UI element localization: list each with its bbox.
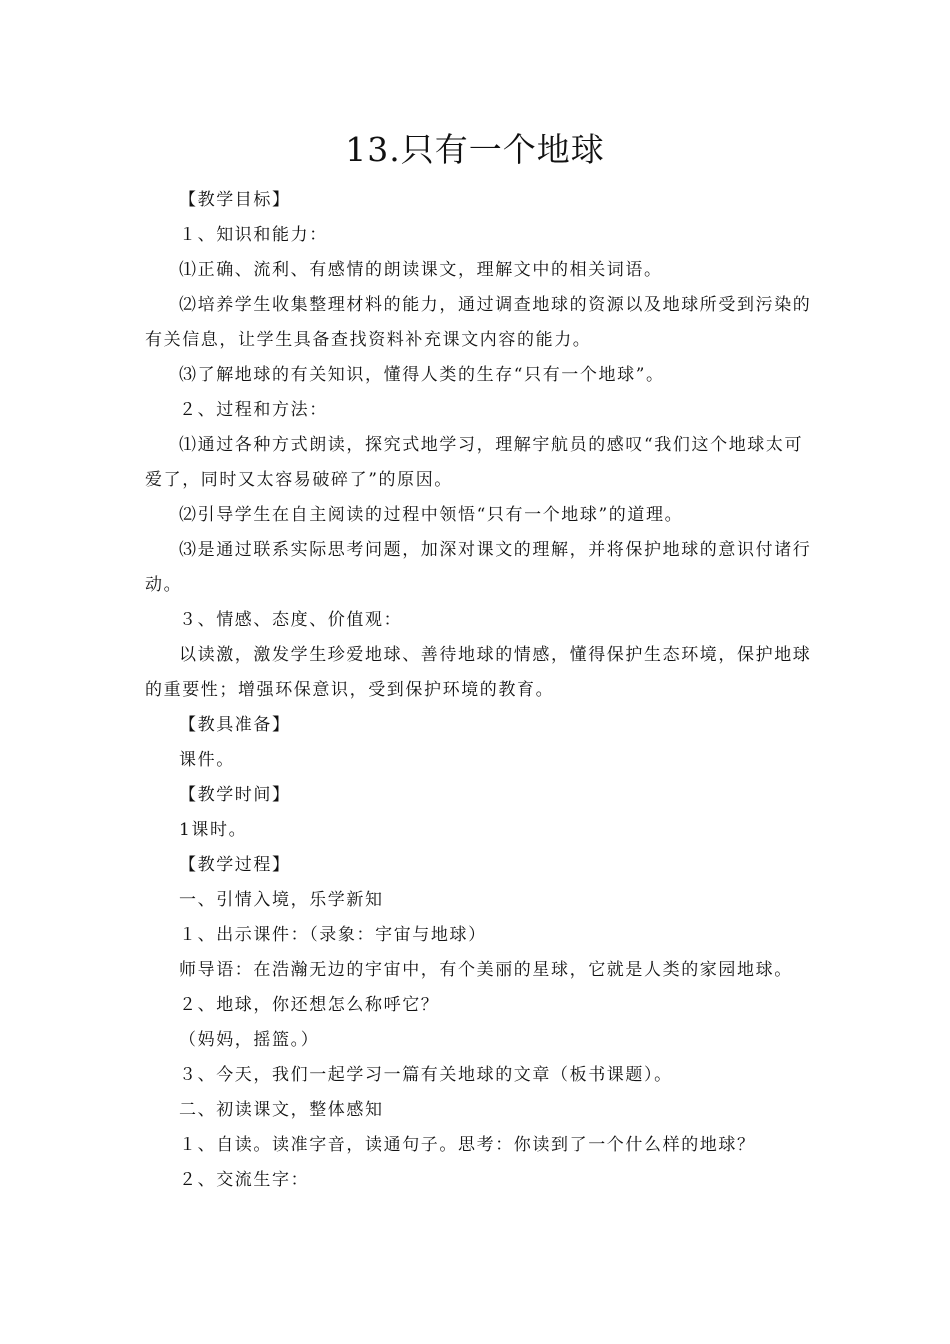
paragraph: ２、交流生字： — [179, 1170, 310, 1190]
document-body — [145, 183, 815, 1198]
paragraph: 师导语：在浩瀚无边的宇宙中，有个美丽的星球，它就是人类的家园地球。 — [179, 960, 793, 980]
paragraph: 1课时。 — [179, 820, 248, 840]
paragraph: １、出示课件：（录象：宇宙与地球） — [179, 925, 487, 945]
paragraph: ⑵培养学生收集整理材料的能力，通过调查地球的资源以及地球所受到污染的有关信息，让学生具备查找资料补充课文内容的能力。 — [145, 295, 812, 350]
section-heading-process: 【教学过程】 — [179, 855, 291, 875]
paragraph: ⑶了解地球的有关知识，懂得人类的生存“只有一个地球”。 — [179, 365, 665, 385]
objective-emotion-heading: ３、情感、态度、价值观： — [179, 610, 403, 630]
paragraph: ２、地球，你还想怎么称呼它？ — [179, 995, 440, 1015]
objective-knowledge-heading: １、知识和能力： — [179, 225, 328, 245]
page-title: 13.只有一个地球 — [345, 130, 605, 169]
paragraph: ⑴通过各种方式朗读，探究式地学习，理解宇航员的感叹“我们这个地球太可爱了，同时又太容易破碎了”的原因。 — [145, 435, 804, 490]
paragraph: ⑵引导学生在自主阅读的过程中领悟“只有一个地球”的道理。 — [179, 505, 684, 525]
objective-process-heading: ２、过程和方法： — [179, 400, 328, 420]
paragraph: ⑶是通过联系实际思考问题，加深对课文的理解，并将保护地球的意识付诸行动。 — [145, 540, 812, 595]
paragraph: （妈妈，摇篮。） — [179, 1030, 320, 1050]
paragraph: ３、今天，我们一起学习一篇有关地球的文章（板书课题）。 — [179, 1065, 673, 1085]
step-heading: 二、初读课文，整体感知 — [179, 1100, 384, 1120]
section-heading-materials: 【教具准备】 — [179, 715, 291, 735]
paragraph: １、自读。读准字音，读通句子。思考：你读到了一个什么样的地球？ — [179, 1135, 756, 1155]
section-heading-objectives: 【教学目标】 — [179, 190, 291, 210]
paragraph: 课件。 — [179, 750, 235, 770]
section-heading-time: 【教学时间】 — [179, 785, 291, 805]
step-heading: 一、引情入境，乐学新知 — [179, 890, 384, 910]
paragraph: ⑴正确、流利、有感情的朗读课文，理解文中的相关词语。 — [179, 260, 663, 280]
paragraph: 以读激，激发学生珍爱地球、善待地球的情感，懂得保护生态环境，保护地球的重要性；增强环保意识，受到保护环境的教育。 — [145, 645, 812, 700]
